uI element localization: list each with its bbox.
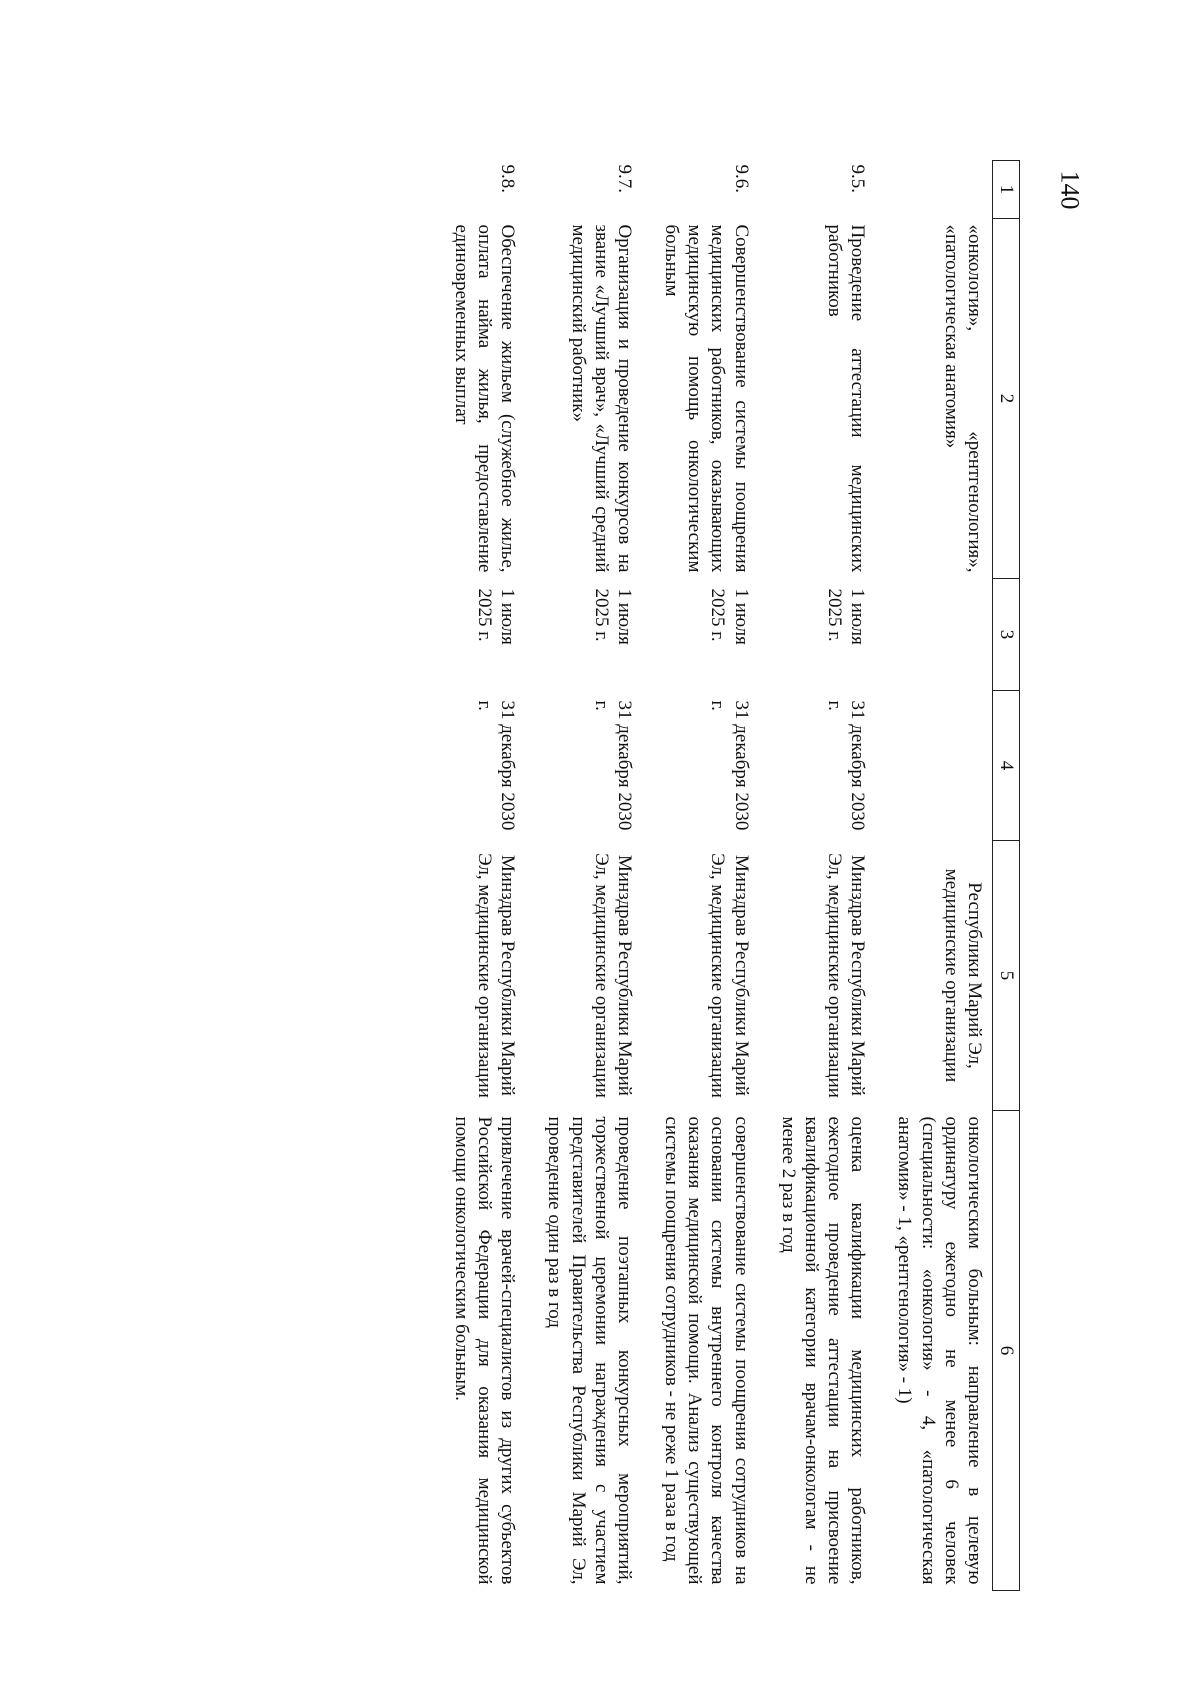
executor: Минздрав Республики Марий Эл, медицинские организации xyxy=(590,853,635,1098)
table-row xyxy=(436,161,530,1591)
table-row xyxy=(879,161,992,1591)
executor: Минздрав Республики Марий Эл, медицинские организации xyxy=(474,853,519,1098)
measure-title: Совершенствование системы поощрения медицинских работников, оказывающих медицинскую помощь онкологическим больным xyxy=(661,224,752,573)
executor: Республики Марий Эл, медицинские организации xyxy=(940,868,985,1083)
start-date xyxy=(879,579,992,691)
row-number: 9.7. xyxy=(613,164,635,193)
table-row xyxy=(529,161,646,1591)
column-header: 5 xyxy=(993,841,1020,1111)
column-header: 1 xyxy=(993,161,1020,219)
rotated-document-body xyxy=(200,160,1020,1590)
expected-result: онкологическим больным: направление в целевую ординатуру ежегодно не менее 6 человек (специальности: «онкология» - 4, «патологическая анатомия» - 1, «рентгенология» - 1) xyxy=(894,1116,985,1585)
column-header: 6 xyxy=(993,1111,1020,1591)
end-date: 31 декабря 2030 г. xyxy=(474,700,519,831)
measure-title: Организация и проведение конкурсов на звание «Лучший врач», «Лучший средний медицинский работник» xyxy=(567,224,635,573)
page-number: 140 xyxy=(1055,170,1085,210)
table-row xyxy=(646,161,763,1591)
end-date: 31 декабря 2030 г. xyxy=(590,700,635,831)
column-header: 4 xyxy=(993,691,1020,841)
start-date: 1 июля 2025 г. xyxy=(707,588,752,645)
measures-table xyxy=(436,160,1020,1591)
expected-result: совершенствование системы поощрения сотрудников на основании системы внутреннего контроля качества оказания медицинской помощи. Анализ существующей системы поощрения сотрудников - не реже 1 раза в год xyxy=(661,1116,752,1585)
measure-title: Проведение аттестации медицинских работников xyxy=(824,224,869,573)
expected-result: проведение поэтапных конкурсных мероприятий, торжественной церемонии награждения с участием представителей Правительства Республики Марий Эл, проведение один раз в год xyxy=(544,1116,635,1585)
table-row xyxy=(763,161,880,1591)
measure-title: «онкология», «рентгенология», «патологическая анатомия» xyxy=(940,224,985,573)
executor: Минздрав Республики Марий Эл, медицинские организации xyxy=(707,853,752,1098)
expected-result: оценка квалификации медицинских работников, ежегодное проведение аттестации на присвоение квалификационной категории врачам-онкологам - не менее 2 раз в год xyxy=(777,1116,869,1585)
table-header-row xyxy=(993,161,1020,1591)
row-number: 9.5. xyxy=(847,164,869,193)
column-header: 3 xyxy=(993,579,1020,691)
column-header: 2 xyxy=(993,219,1020,579)
start-date: 1 июля 2025 г. xyxy=(824,588,869,645)
row-number: 9.6. xyxy=(730,164,752,193)
end-date: 31 декабря 2030 г. xyxy=(824,700,869,831)
row-number xyxy=(879,161,992,219)
row-number: 9.8. xyxy=(497,164,519,193)
measure-title: Обеспечение жильем (служебное жилье, оплата найма жилья, предоставление единовременных выплат xyxy=(450,224,519,573)
end-date xyxy=(879,691,992,841)
start-date: 1 июля 2025 г. xyxy=(474,588,519,645)
start-date: 1 июля 2025 г. xyxy=(590,588,635,645)
executor: Минздрав Республики Марий Эл, медицинские организации xyxy=(824,853,869,1098)
expected-result: привлечение врачей-специалистов из других субъектов Российской Федерации для оказания медицинской помощи онкологическим больным. xyxy=(450,1116,519,1585)
end-date: 31 декабря 2030 г. xyxy=(707,700,752,831)
